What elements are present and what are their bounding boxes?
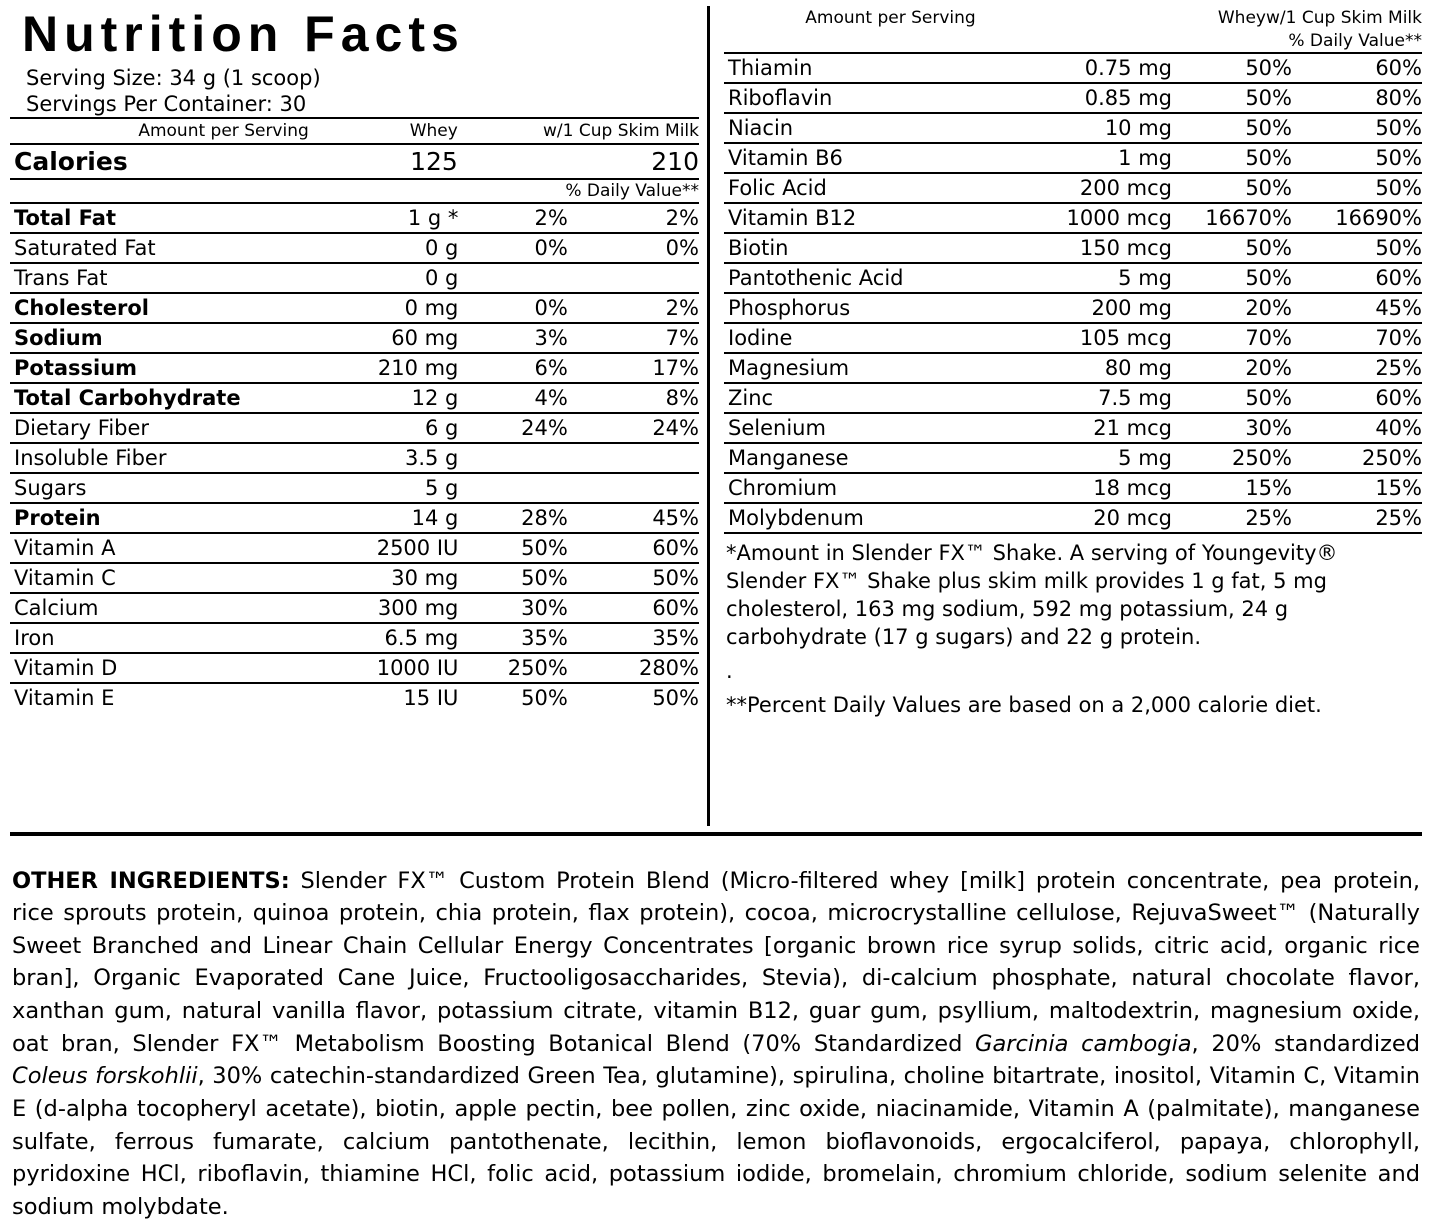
row-label: Folic Acid	[724, 173, 982, 203]
row-amount: 7.5 mg	[982, 383, 1172, 413]
header-whey: Whey	[309, 118, 458, 144]
row-whey-dv: 50%	[1172, 83, 1292, 113]
table-row	[10, 233, 699, 263]
row-label: Saturated Fat	[10, 233, 309, 263]
footnote-star: *Amount in Slender FX™ Shake. A serving of Youngevity® Slender FX™ Shake plus skim milk provides 1 g fat, 5 mg cholesterol, 163 mg sodium, 592 mg potassium, 24 g carbohydrate (17 g sugars) and 22 g protein.	[724, 540, 1422, 652]
row-whey-dv: 50%	[1172, 263, 1292, 293]
row-label: Zinc	[724, 383, 982, 413]
row-label: Vitamin E	[10, 683, 309, 712]
row-amount: 0 g	[309, 263, 458, 293]
row-amount: 1 g *	[309, 203, 458, 233]
table-row	[10, 443, 699, 473]
row-whey-dv: 15%	[1172, 473, 1292, 503]
rule-cell	[982, 533, 1172, 534]
row-skim-dv: 60%	[1292, 53, 1422, 83]
row-skim-dv: 8%	[568, 383, 699, 413]
row-label: Vitamin C	[10, 563, 309, 593]
table-row	[724, 383, 1422, 413]
table-row	[724, 353, 1422, 383]
row-label: Chromium	[724, 473, 982, 503]
row-label: Vitamin B12	[724, 203, 982, 233]
row-whey-dv: 30%	[458, 593, 567, 623]
row-amount: 210 mg	[309, 353, 458, 383]
row-amount: 3.5 g	[309, 443, 458, 473]
row-skim-dv: 15%	[1292, 473, 1422, 503]
row-amount: 105 mcg	[982, 323, 1172, 353]
row-label: Iron	[10, 623, 309, 653]
row-label: Trans Fat	[10, 263, 309, 293]
row-whey-dv: 70%	[1172, 323, 1292, 353]
row-skim-dv: 45%	[1292, 293, 1422, 323]
left-daily-value-header: % Daily Value**	[458, 179, 699, 202]
row-whey-dv: 28%	[458, 503, 567, 533]
ingredients-part-1: Slender FX™ Custom Protein Blend (Micro-filtered whey [milk] protein concentrate, pea protein, rice sprouts protein, quinoa protein, chia protein, flax protein), cocoa, microcrystalline cellulose, RejuvaSweet™ (Naturally Sweet Branched and Linear Chain Cellular Energy Concentrates [organic brown rice syrup solids, citric acid, organic rice bran], Organic Evaporated Cane Juice, Fructooligosaccharides, Stevia), di-calcium phosphate, natural chocolate flavor, xanthan gum, natural vanilla flavor, potassium citrate, vitamin B12, guar gum, psyllium, maltodextrin, magnesium oxide, oat bran, Slender FX™ Metabolism Boosting Botanical Blend (70% Standardized	[12, 868, 1420, 1057]
row-label: Sugars	[10, 473, 309, 503]
ingredients-italic-2: Coleus forskohlii	[12, 1063, 198, 1089]
row-label: Total Fat	[10, 203, 309, 233]
right-daily-value-header: % Daily Value**	[1151, 30, 1422, 52]
row-skim-dv: 7%	[568, 323, 699, 353]
row-amount: 200 mg	[982, 293, 1172, 323]
row-whey-dv: 0%	[458, 233, 567, 263]
row-amount: 1000 mcg	[982, 203, 1172, 233]
right-rows-body	[724, 53, 1422, 534]
left-nutrition-table	[10, 117, 699, 202]
header-whey-right: Whey	[1151, 6, 1266, 30]
row-amount: 14 g	[309, 503, 458, 533]
row-skim-dv: 0%	[568, 233, 699, 263]
row-whey-dv: 20%	[1172, 353, 1292, 383]
row-amount: 6.5 mg	[309, 623, 458, 653]
row-whey-dv: 0%	[458, 293, 567, 323]
header-amount-per-serving: Amount per Serving	[10, 118, 309, 144]
row-skim-dv	[568, 443, 699, 473]
row-label: Thiamin	[724, 53, 982, 83]
row-amount: 2500 IU	[309, 533, 458, 563]
row-whey-dv: 2%	[458, 203, 567, 233]
row-amount: 80 mg	[982, 353, 1172, 383]
row-label: Total Carbohydrate	[10, 383, 309, 413]
row-whey-dv	[458, 443, 567, 473]
row-whey-dv	[458, 473, 567, 503]
row-skim-dv: 80%	[1292, 83, 1422, 113]
footnote-dot: .	[724, 658, 1422, 686]
table-row	[724, 293, 1422, 323]
row-whey-dv: 250%	[1172, 443, 1292, 473]
table-row	[10, 473, 699, 503]
row-label: Riboflavin	[724, 83, 982, 113]
row-skim-dv: 70%	[1292, 323, 1422, 353]
table-row	[724, 173, 1422, 203]
right-daily-value-row	[724, 30, 1422, 52]
table-row	[10, 683, 699, 712]
row-skim-dv: 50%	[568, 683, 699, 712]
row-label: Calcium	[10, 593, 309, 623]
calories-whey: 125	[309, 144, 458, 179]
row-amount: 21 mcg	[982, 413, 1172, 443]
row-whey-dv: 50%	[458, 683, 567, 712]
table-row	[10, 293, 699, 323]
row-whey-dv: 24%	[458, 413, 567, 443]
table-row	[10, 323, 699, 353]
row-skim-dv: 16690%	[1292, 203, 1422, 233]
row-whey-dv: 50%	[1172, 233, 1292, 263]
row-label: Manganese	[724, 443, 982, 473]
table-row	[10, 623, 699, 653]
row-amount: 1 mg	[982, 143, 1172, 173]
row-label: Pantothenic Acid	[724, 263, 982, 293]
row-label: Niacin	[724, 113, 982, 143]
right-header-row	[724, 6, 1422, 30]
row-whey-dv	[458, 263, 567, 293]
left-column	[10, 6, 710, 826]
table-row	[10, 263, 699, 293]
footnote-daily-value: **Percent Daily Values are based on a 2,000 calorie diet.	[724, 692, 1422, 720]
table-row	[724, 203, 1422, 233]
row-whey-dv: 3%	[458, 323, 567, 353]
row-label: Protein	[10, 503, 309, 533]
row-skim-dv: 2%	[568, 203, 699, 233]
left-rows-body	[10, 203, 699, 712]
table-bottom-rule	[724, 533, 1422, 534]
table-row	[10, 203, 699, 233]
left-header-row	[10, 118, 699, 144]
row-amount: 15 IU	[309, 683, 458, 712]
row-whey-dv: 16670%	[1172, 203, 1292, 233]
row-whey-dv: 50%	[458, 563, 567, 593]
other-ingredients-section	[10, 832, 1422, 1223]
calories-label: Calories	[10, 144, 309, 179]
table-row	[724, 83, 1422, 113]
table-row	[724, 443, 1422, 473]
table-row	[724, 503, 1422, 533]
row-whey-dv: 250%	[458, 653, 567, 683]
row-skim-dv: 25%	[1292, 353, 1422, 383]
row-label: Insoluble Fiber	[10, 443, 309, 473]
table-row	[724, 143, 1422, 173]
calories-row	[10, 144, 699, 179]
table-row	[724, 233, 1422, 263]
row-amount: 0 mg	[309, 293, 458, 323]
row-label: Iodine	[724, 323, 982, 353]
ingredients-part-2: , 20% standardized	[1192, 1031, 1420, 1057]
row-label: Sodium	[10, 323, 309, 353]
row-label: Potassium	[10, 353, 309, 383]
row-label: Vitamin A	[10, 533, 309, 563]
header-amount-per-serving-right: Amount per Serving	[724, 6, 976, 30]
right-column	[710, 6, 1422, 826]
rule-cell	[724, 533, 982, 534]
table-row	[724, 323, 1422, 353]
table-row	[10, 503, 699, 533]
other-ingredients-label: OTHER INGREDIENTS:	[12, 868, 290, 894]
row-skim-dv	[568, 263, 699, 293]
row-label: Selenium	[724, 413, 982, 443]
row-whey-dv: 50%	[1172, 113, 1292, 143]
rule-cell	[1172, 533, 1292, 534]
ingredients-italic-1: Garcinia cambogia	[975, 1031, 1192, 1057]
servings-per-container: Servings Per Container: 30	[26, 91, 699, 117]
row-label: Molybdenum	[724, 503, 982, 533]
row-label: Cholesterol	[10, 293, 309, 323]
table-row	[10, 413, 699, 443]
row-skim-dv: 35%	[568, 623, 699, 653]
row-skim-dv: 40%	[1292, 413, 1422, 443]
row-skim-dv: 60%	[568, 533, 699, 563]
row-skim-dv: 60%	[568, 593, 699, 623]
row-skim-dv: 60%	[1292, 263, 1422, 293]
row-label: Vitamin D	[10, 653, 309, 683]
row-amount: 300 mg	[309, 593, 458, 623]
right-nutrient-rows	[724, 52, 1422, 534]
row-skim-dv: 50%	[1292, 233, 1422, 263]
table-row	[10, 533, 699, 563]
row-skim-dv: 24%	[568, 413, 699, 443]
row-label: Vitamin B6	[724, 143, 982, 173]
page-title: Nutrition Facts	[22, 8, 699, 61]
row-whey-dv: 50%	[1172, 53, 1292, 83]
row-skim-dv: 280%	[568, 653, 699, 683]
row-whey-dv: 50%	[458, 533, 567, 563]
row-amount: 5 mg	[982, 443, 1172, 473]
row-label: Magnesium	[724, 353, 982, 383]
calories-skim: 210	[567, 144, 699, 179]
left-nutrient-rows	[10, 202, 699, 712]
table-row	[724, 263, 1422, 293]
row-skim-dv: 50%	[568, 563, 699, 593]
facts-columns	[10, 6, 1422, 826]
table-row	[724, 413, 1422, 443]
row-whey-dv: 30%	[1172, 413, 1292, 443]
row-skim-dv: 50%	[1292, 113, 1422, 143]
row-whey-dv: 6%	[458, 353, 567, 383]
serving-size: Serving Size: 34 g (1 scoop)	[26, 65, 699, 91]
row-skim-dv: 50%	[1292, 173, 1422, 203]
row-amount: 20 mcg	[982, 503, 1172, 533]
right-header-table	[724, 6, 1422, 52]
row-skim-dv: 25%	[1292, 503, 1422, 533]
row-skim-dv	[568, 473, 699, 503]
other-ingredients-text	[10, 865, 1422, 1223]
row-skim-dv: 250%	[1292, 443, 1422, 473]
row-skim-dv: 45%	[568, 503, 699, 533]
row-amount: 60 mg	[309, 323, 458, 353]
row-amount: 0.85 mg	[982, 83, 1172, 113]
row-skim-dv: 50%	[1292, 143, 1422, 173]
row-amount: 0.75 mg	[982, 53, 1172, 83]
row-amount: 5 mg	[982, 263, 1172, 293]
row-whey-dv: 50%	[1172, 383, 1292, 413]
row-amount: 0 g	[309, 233, 458, 263]
row-skim-dv: 17%	[568, 353, 699, 383]
row-whey-dv: 25%	[1172, 503, 1292, 533]
row-label: Phosphorus	[724, 293, 982, 323]
row-whey-dv: 35%	[458, 623, 567, 653]
row-amount: 200 mcg	[982, 173, 1172, 203]
table-row	[724, 53, 1422, 83]
table-row	[10, 353, 699, 383]
table-row	[724, 473, 1422, 503]
row-amount: 10 mg	[982, 113, 1172, 143]
header-skim-right: w/1 Cup Skim Milk	[1266, 6, 1422, 30]
table-row	[10, 593, 699, 623]
row-whey-dv: 20%	[1172, 293, 1292, 323]
rule-cell	[1292, 533, 1422, 534]
header-skim: w/1 Cup Skim Milk	[458, 118, 699, 144]
row-label: Biotin	[724, 233, 982, 263]
row-amount: 12 g	[309, 383, 458, 413]
row-label: Dietary Fiber	[10, 413, 309, 443]
ingredients-part-3: , 30% catechin-standardized Green Tea, glutamine), spirulina, choline bitartrate, inositol, Vitamin C, Vitamin E (d-alpha tocopheryl acetate), biotin, apple pectin, bee pollen, zinc oxide, niacinamide, Vitamin A (palmitate), manganese sulfate, ferrous fumarate, calcium pantothenate, lecithin, lemon bioflavonoids, ergocalciferol, papaya, chlorophyll, pyridoxine HCl, riboflavin, thiamine HCl, folic acid, potassium iodide, bromelain, chromium chloride, sodium selenite and sodium molybdate.	[12, 1063, 1420, 1220]
table-row	[10, 653, 699, 683]
row-amount: 1000 IU	[309, 653, 458, 683]
row-whey-dv: 50%	[1172, 173, 1292, 203]
row-whey-dv: 4%	[458, 383, 567, 413]
row-amount: 5 g	[309, 473, 458, 503]
table-row	[724, 113, 1422, 143]
table-row	[10, 563, 699, 593]
row-skim-dv: 2%	[568, 293, 699, 323]
row-amount: 6 g	[309, 413, 458, 443]
row-amount: 30 mg	[309, 563, 458, 593]
row-amount: 150 mcg	[982, 233, 1172, 263]
row-amount: 18 mcg	[982, 473, 1172, 503]
left-daily-value-row	[10, 179, 699, 202]
table-row	[10, 383, 699, 413]
row-whey-dv: 50%	[1172, 143, 1292, 173]
row-skim-dv: 60%	[1292, 383, 1422, 413]
